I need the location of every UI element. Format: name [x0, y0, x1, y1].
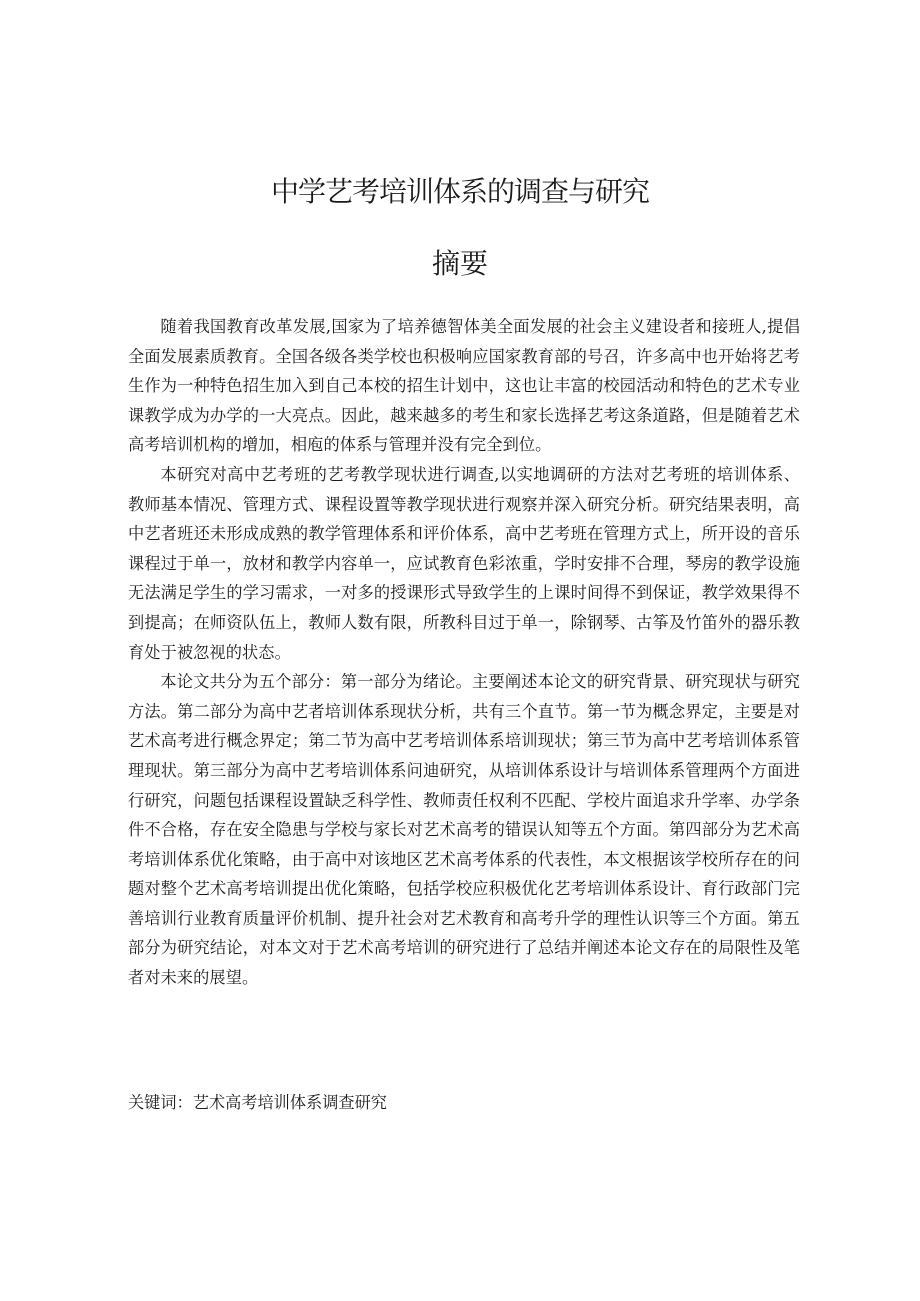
abstract-heading: 摘要 [431, 247, 488, 280]
keywords-text: 艺术高考培训体系调查研究 [192, 1093, 387, 1112]
abstract-paragraph: 随着我国教育改革发展,国家为了培养德智体美全面发展的社会主义建设者和接班人,提倡全面发展素质教育。全国各级各类学校也积极响应国家教育部的号召，许多高中也开始将艺考生作为一种特色招生加入到自己本校的招生计划中，这也让丰富的校园活动和特色的艺术专业课教学成为办学的一大亮点。因此，越来越多的考生和家长选择艺考这条道路，但是随着艺术高考培训机构的增加，相庖的体系与管理并没有完全到位。 [128, 317, 800, 455]
keywords-line [128, 1088, 800, 1118]
paper-title: 中学艺考培训体系的调查与研究 [270, 175, 649, 208]
abstract-paragraph: 本研究对高中艺考班的艺考教学现状进行调查,以实地调研的方法对艺考班的培训体系、教师基本情况、管理方式、课程设置等教学现状进行观察并深入研究分析。研究结果表明，高中艺者班还未形成成熟的教学管理体系和评价体系，高中艺考班在管理方式上，所开设的音乐课程过于单一，放材和教学内容单一，应试教育色彩浓重，学时安排不合理，琴房的教学设施无法满足学生的学习需求，一对多的授课形式导致学生的上课时间得不到保证，教学效果得不到提高；在师资队伍上，教师人数有限，所教科目过于单一，除钢琴、古筝及竹笛外的器乐教育处于被忽视的状态。 [128, 464, 800, 662]
abstract-paragraph: 本论文共分为五个部分：第一部分为绪论。主要阐述本论文的研究背景、研究现状与研究方法。第二部分为高中艺者培训体系现状分析，共有三个直节。第一节为概念界定，主要是对艺术高考进行概念界定；第二节为高中艺考培训体系培训现状；第三节为高中艺考培训体系管理现状。第三部分为高中艺考培训体系问迪研究，从培训体系设计与培训体系管理两个方面进行研究，问题包括课程设置缺乏科学性、教师责任权利不匹配、学校片面追求升学率、办学条件不合格，存在安全隐患与学校与家长对艺术高考的错误认知等五个方面。第四部分为艺术高考培训体系优化策略，由于高中对该地区艺术高考体系的代表性，本文根据该学校所存在的问题对整个艺术高考培训提出优化策略，包括学校应积极优化艺考培训体系设计、育行政部门完善培训行业教育质量评价机制、提升社会对艺术教育和高考升学的理性认识等三个方面。第五部分为研究结论，对本文对于艺术高考培训的研究进行了总结并阐述本论文存在的局限性及笔者对未来的展望。 [128, 672, 800, 988]
abstract-body [128, 312, 800, 993]
keywords-label: 关键词： [128, 1093, 193, 1112]
